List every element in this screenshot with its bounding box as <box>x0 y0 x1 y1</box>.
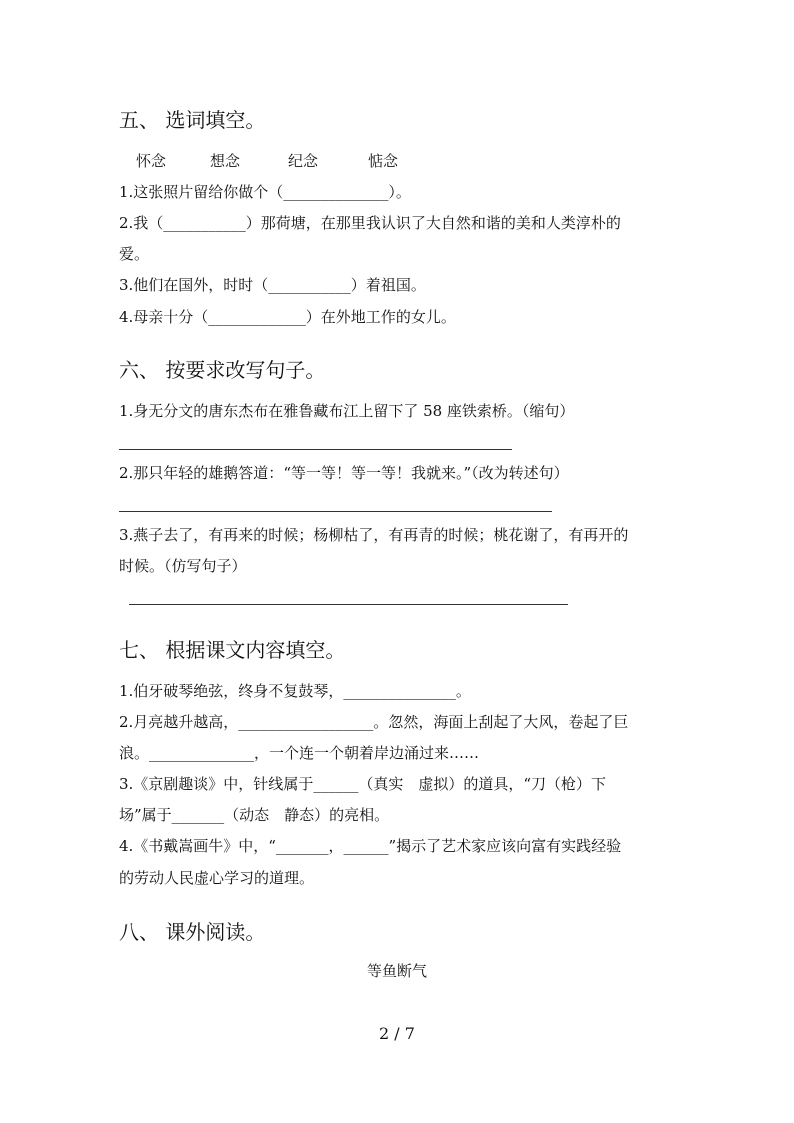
s5-question-2-line-2: 爱。 <box>119 245 150 263</box>
s6-answer-line-1[interactable] <box>119 449 512 450</box>
s7-question-1: 1.伯牙破琴绝弦，终身不复鼓琴，_______________。 <box>119 682 471 700</box>
page-number: 2 / 7 <box>379 1024 415 1043</box>
section-6-title: 六、 按要求改写句子。 <box>119 358 326 382</box>
word-option-2: 想念 <box>210 152 241 170</box>
s7-question-4-line-2: 的劳动人民虚心学习的道理。 <box>119 869 315 887</box>
s6-question-2: 2.那只年轻的雄鹅答道：“等一等！等一等！我就来。”（改为转述句） <box>119 464 569 482</box>
s7-question-3-line-2: 场”属于_______（动态 静态）的亮相。 <box>119 806 390 824</box>
s7-question-4-line-1: 4.《书戴嵩画牛》中，“_______，______”揭示了艺术家应该向富有实践经验 <box>119 837 622 855</box>
word-option-4: 惦念 <box>368 152 399 170</box>
word-option-1: 怀念 <box>136 152 167 170</box>
s6-question-1: 1.身无分文的唐东杰布在雅鲁藏布江上留下了 58 座铁索桥。（缩句） <box>119 402 575 420</box>
section-8-title: 八、 课外阅读。 <box>119 920 266 944</box>
word-option-3: 纪念 <box>288 152 319 170</box>
s6-answer-line-3[interactable] <box>129 604 568 605</box>
s7-question-3-line-1: 3.《京剧趣谈》中，针线属于______（真实 虚拟）的道具，“刀（枪）下 <box>119 775 606 793</box>
s5-question-4: 4.母亲十分（_____________）在外地工作的女儿。 <box>119 308 456 326</box>
s5-question-1: 1.这张照片留给你做个（______________）。 <box>119 183 411 201</box>
s5-question-2-line-1: 2.我（___________）那荷塘，在那里我认识了大自然和谐的美和人类淳朴的 <box>119 214 621 232</box>
passage-title: 等鱼断气 <box>366 962 427 980</box>
s7-question-2-line-2: 浪。______________，一个连一个朝着岸边涌过来…… <box>119 744 480 762</box>
section-7-title: 七、 根据课文内容填空。 <box>119 638 346 662</box>
s7-question-2-line-1: 2.月亮越升越高，__________________。忽然，海面上刮起了大风，卷起了巨 <box>119 713 629 731</box>
s6-question-3-line-1: 3.燕子去了，有再来的时候；杨柳枯了，有再青的时候；桃花谢了，有再开的 <box>119 526 629 544</box>
s5-question-3: 3.他们在国外，时时（___________）着祖国。 <box>119 276 426 294</box>
s6-question-3-line-2: 时候。（仿写句子） <box>119 557 247 575</box>
s6-answer-line-2[interactable] <box>119 511 552 512</box>
section-5-title: 五、 选词填空。 <box>119 108 266 132</box>
